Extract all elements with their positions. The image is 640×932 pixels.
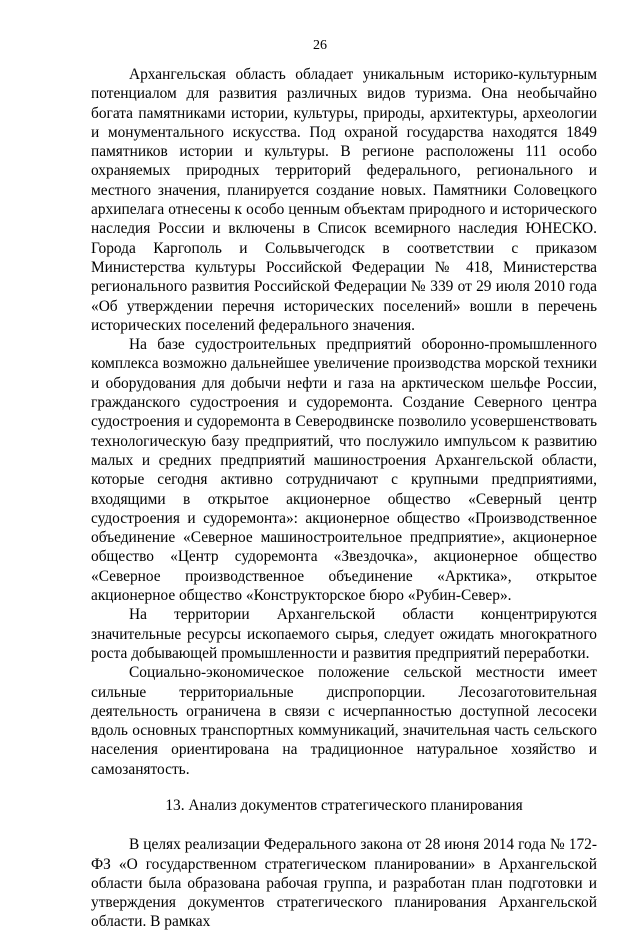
paragraph-mineral-resources: На территории Архангельской области концентрируются значительные ресурсы ископаемого сырья, следует ожидать многократного роста добывающей промышленности и развития предприятий переработки.	[91, 606, 597, 662]
paragraph-strategic-planning: В целях реализации Федерального закона от 28 июня 2014 года № 172-ФЗ «О государственном стратегическом планировании» в Архангельской области была образована рабочая группа, и разработан план подготовки и утверждения документов стратегического планирования Архангельской области. В рамках	[91, 836, 597, 931]
page-number: 26	[313, 38, 327, 53]
page-body	[91, 65, 597, 932]
paragraph-rural-areas: Социально-экономическое положение сельской местности имеет сильные территориальные диспропорции. Лесозаготовительная деятельность ограничена в связи с исчерпанностью доступной лесосеки вдоль основных транспортных коммуникаций, значительная часть сельского населения ориентирована на традиционное натуральное хозяйство и самозанятость.	[91, 664, 597, 778]
section-heading: 13. Анализ документов стратегического планирования	[165, 796, 523, 814]
paragraph-shipbuilding: На базе судостроительных предприятий оборонно-промышленного комплекса возможно дальнейшее увеличение производства морской техники и оборудования для добычи нефти и газа на арктическом шельфе России, гражданского судостроения и судоремонта. Создание Северного центра судостроения и судоремонта в Северодвинске позволило усовершенствовать технологическую базу предприятий, что послужило импульсом к развитию малых и средних предприятий машиностроения Архангельской области, которые сегодня активно сотрудничают с крупными предприятиями, входящими в открытое акционерное общество «Северный центр судостроения и судоремонта»: акционерное общество «Производственное объединение «Северное машиностроительное предприятие», акционерное общество «Центр судоремонта «Звездочка», акционерное общество «Северное производственное объединение «Арктика», открытое акционерное общество «Конструкторское бюро «Рубин-Север».	[91, 336, 597, 605]
paragraph-tourism-heritage: Архангельская область обладает уникальным историко-культурным потенциалом для развития различных видов туризма. Она необычайно богата памятниками истории, культуры, природы, архитектуры, археологии и монументального искусства. Под охраной государства находятся 1849 памятников истории и культуры. В регионе расположены 111 особо охраняемых природных территорий федерального, регионального и местного значения, планируется создание новых. Памятники Соловецкого архипелага отнесены к особо ценным объектам природного и исторического наследия России и включены в Список всемирного наследия ЮНЕСКО. Города Каргополь и Сольвычегодск в соответствии с приказом Министерства культуры Российской Федерации № 418, Министерства регионального развития Российской Федерации № 339 от 29 июля 2010 года «Об утверждении перечня исторических поселений» вошли в перечень исторических поселений федерального значения.	[91, 66, 597, 334]
